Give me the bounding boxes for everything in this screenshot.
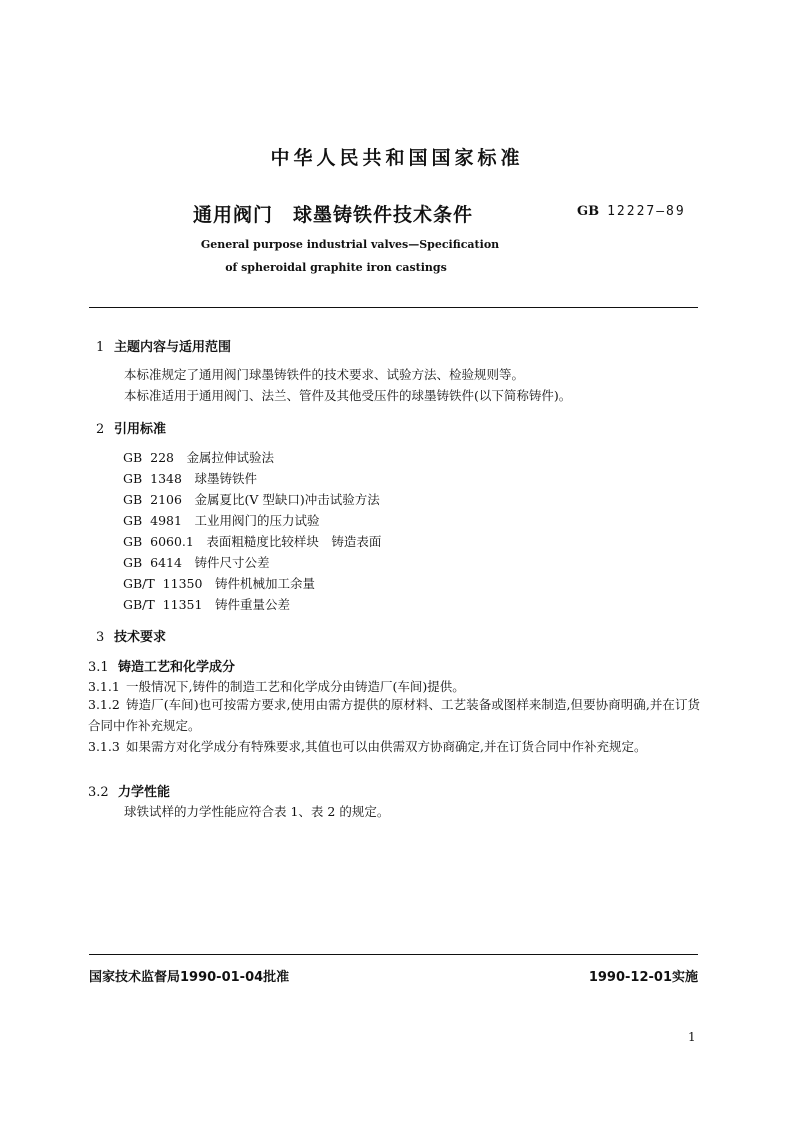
clause-3-1-1 <box>88 677 465 695</box>
reference-item: GB/T 11350 铸件机械加工余量 <box>123 576 315 591</box>
reference-item: GB 4981 工业用阀门的压力试验 <box>123 513 320 528</box>
footer-divider <box>89 954 698 955</box>
reference-item: GB/T 11351 铸件重量公差 <box>123 597 290 612</box>
section-2-heading <box>96 418 166 437</box>
section-3-title: 技术要求 <box>114 630 167 645</box>
subsection-3-2-heading <box>88 781 170 800</box>
clause-3-1-1-number: 3.1.1 <box>88 679 120 694</box>
section-2-number: 2 <box>96 422 105 437</box>
document-title-cn: 通用阀门 球墨铸铁件技术条件 <box>193 204 474 226</box>
effective-date: 1990-12-01实施 <box>588 970 698 985</box>
subsection-3-2-number: 3.2 <box>88 785 109 800</box>
gb-prefix: GB <box>577 204 600 219</box>
clause-3-1-1-text: 一般情况下,铸件的制造工艺和化学成分由铸造厂(车间)提供。 <box>126 679 465 694</box>
subsection-3-2-title: 力学性能 <box>118 785 171 800</box>
reference-item: GB 6414 铸件尺寸公差 <box>123 555 270 570</box>
section-1-number: 1 <box>96 340 105 355</box>
document-title-en-line1: General purpose industrial valves—Specification <box>200 238 500 251</box>
subsection-3-1-number: 3.1 <box>88 660 109 675</box>
approval-info: 国家技术监督局1990-01-04批准 <box>89 970 290 985</box>
clause-3-1-3-number: 3.1.3 <box>88 739 120 754</box>
clause-3-1-3 <box>88 736 700 757</box>
section-2-title: 引用标准 <box>114 422 167 437</box>
standard-number <box>577 204 686 219</box>
clause-3-1-3-text: 如果需方对化学成分有特殊要求,其值也可以由供需双方协商确定,并在订货合同中作补充规定。 <box>126 739 647 754</box>
subsection-3-1-title: 铸造工艺和化学成分 <box>118 660 236 675</box>
section-3-heading <box>96 626 166 645</box>
clause-3-1-2-number: 3.1.2 <box>88 697 120 712</box>
document-title-en-line2: of spheroidal graphite iron castings <box>225 261 447 274</box>
clause-3-1-2-text: 铸造厂(车间)也可按需方要求,使用由需方提供的原材料、工艺装备或图样来制造,但要协商明确,并在订货合同中作补充规定。 <box>88 697 700 733</box>
section-3-number: 3 <box>96 630 105 645</box>
reference-item: GB 1348 球墨铸铁件 <box>123 471 257 486</box>
header-divider <box>89 307 698 308</box>
section-1-title: 主题内容与适用范围 <box>114 340 232 355</box>
section-1-heading <box>96 336 231 355</box>
gb-number: 12227—89 <box>607 204 686 219</box>
section-1-para-2: 本标准适用于通用阀门、法兰、管件及其他受压件的球墨铸铁件(以下简称铸件)。 <box>124 388 572 403</box>
subsection-3-2-text: 球铁试样的力学性能应符合表 1、表 2 的规定。 <box>124 804 390 819</box>
reference-item: GB 228 金属拉伸试验法 <box>123 450 275 465</box>
page-number: 1 <box>688 1030 696 1044</box>
section-1-para-1: 本标准规定了通用阀门球墨铸铁件的技术要求、试验方法、检验规则等。 <box>124 367 525 382</box>
reference-item: GB 6060.1 表面粗糙度比较样块 铸造表面 <box>123 534 382 549</box>
clause-3-1-2 <box>88 694 700 736</box>
national-standard-heading: 中华人民共和国国家标准 <box>270 147 524 169</box>
subsection-3-1-heading <box>88 656 235 675</box>
reference-item: GB 2106 金属夏比(V 型缺口)冲击试验方法 <box>123 492 380 507</box>
